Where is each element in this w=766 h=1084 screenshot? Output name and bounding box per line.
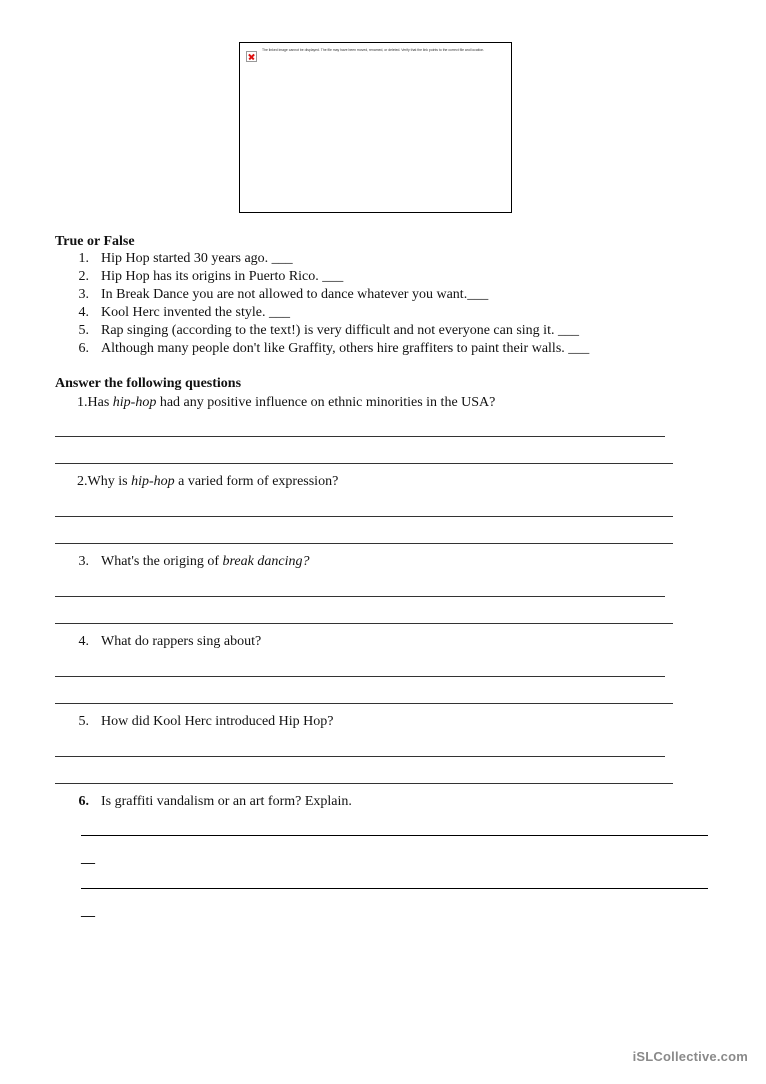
answer-line[interactable]	[81, 835, 708, 836]
questions-heading: Answer the following questions	[55, 376, 242, 391]
broken-image-icon	[246, 51, 257, 62]
answer-line[interactable]	[55, 623, 673, 624]
answer-dash: __	[81, 904, 95, 919]
question-1: 1.Has hip-hop had any positive influence on ethnic minorities in the USA?	[77, 395, 496, 410]
answer-line[interactable]	[55, 463, 673, 464]
image-error-message: The linked image cannot be displayed. The file may have been moved, renamed, or deleted. Verify that the link points to the correct file and location.	[262, 48, 485, 52]
answer-line[interactable]	[55, 543, 673, 544]
answer-dash: __	[81, 851, 95, 866]
broken-image-frame	[239, 42, 512, 213]
answer-line[interactable]	[81, 888, 708, 889]
answer-line[interactable]	[55, 703, 673, 704]
question-2: 2.Why is hip-hop a varied form of expression?	[77, 474, 339, 489]
answer-line[interactable]	[55, 596, 665, 597]
true-false-heading: True or False	[55, 234, 135, 249]
site-watermark: iSLCollective.com	[632, 1049, 748, 1064]
answer-line[interactable]	[55, 756, 665, 757]
answer-line[interactable]	[55, 676, 665, 677]
answer-line[interactable]	[55, 436, 665, 437]
answer-line[interactable]	[55, 516, 673, 517]
answer-line[interactable]	[55, 783, 673, 784]
